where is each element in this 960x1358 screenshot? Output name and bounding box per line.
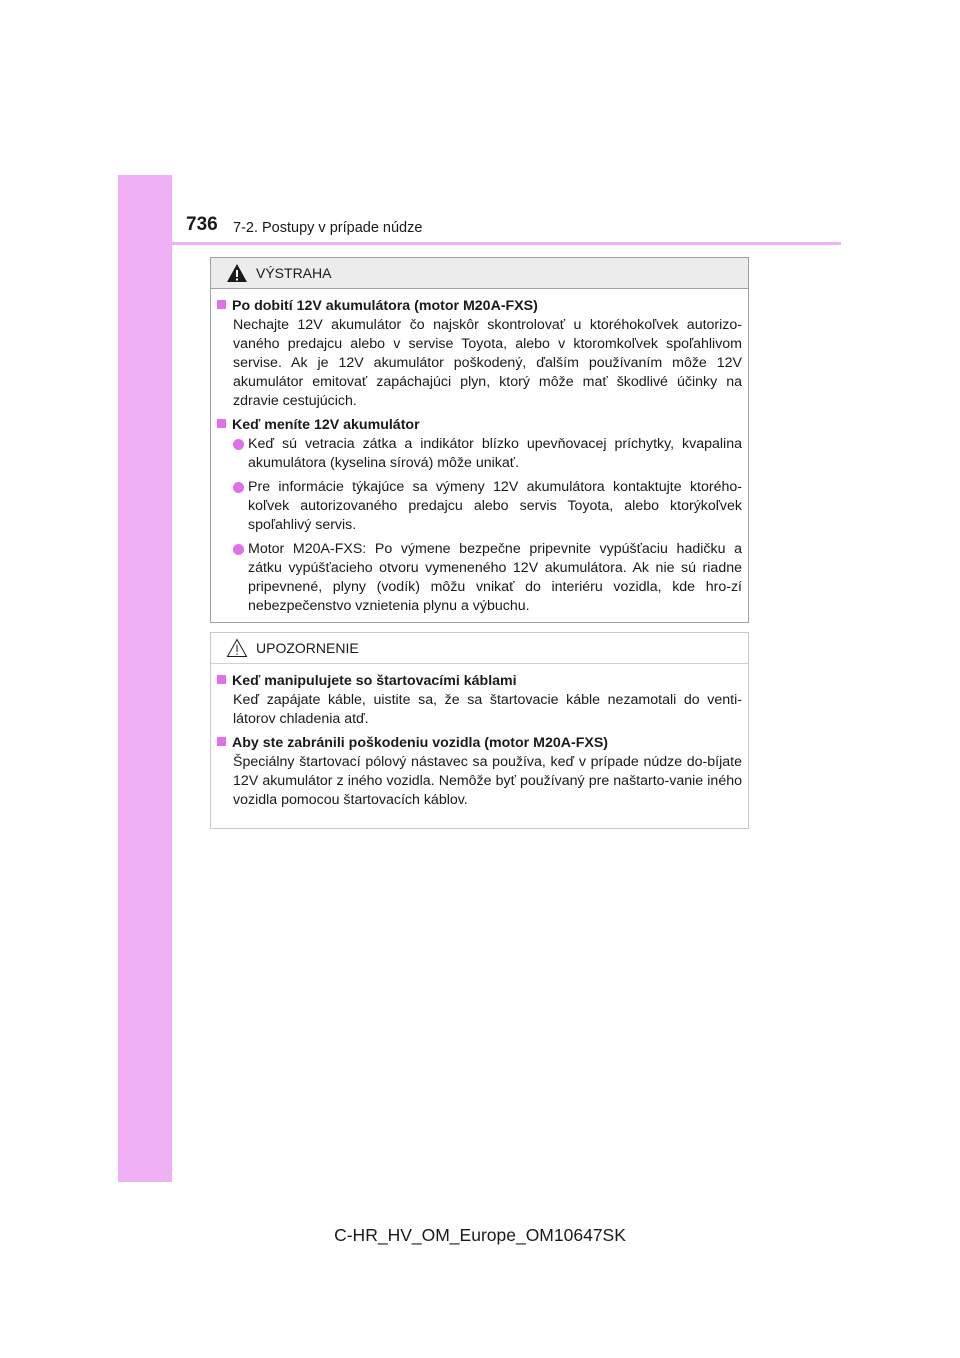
list-item: Pre informácie týkajúce sa výmeny 12V akumulátora kontaktujte ktorého-koľvek autorizovaného predajcu alebo servis Toyota, alebo ktorýkoľvek spoľahlivý servis.	[233, 478, 742, 535]
document-id-footer: C-HR_HV_OM_Europe_OM10647SK	[334, 1225, 626, 1245]
warning-item-title: Keď meníte 12V akumulátor	[217, 416, 742, 435]
list-item: Motor M20A-FXS: Po výmene bezpečne pripevnite vypúšťaciu hadičku a zátku vypúšťacieho otvoru vymeneného 12V akumulátora. Ak nie sú riadne pripevnené, plyny (vodík) môžu vnikať do interiéru vozidla, kde hro-zí nebezpečenstvo vznietenia plynu a výbuchu.	[233, 540, 742, 616]
notice-item-title: Aby ste zabránili poškodeniu vozidla (motor M20A-FXS)	[217, 734, 742, 753]
square-bullet-icon	[217, 300, 226, 309]
page-number: 736	[186, 214, 218, 235]
notice-item-text: Špeciálny štartovací pólový nástavec sa používa, keď v prípade núdze do-bíjate 12V akumulátor z iného vozidla. Nemôže byť používaný pre naštarto-vanie iného vozidla pomocou štartovacích káblov.	[233, 754, 742, 808]
circle-bullet-icon	[233, 482, 244, 493]
notice-item-title: Keď manipulujete so štartovacími káblami	[217, 672, 742, 691]
notice-item-text: Keď zapájate káble, uistite sa, že sa štartovacie káble nezamotali do venti-látorov chladenia atď.	[233, 692, 742, 727]
warning-label: VÝSTRAHA	[256, 265, 332, 281]
warning-item-text: Nechajte 12V akumulátor čo najskôr skontrolovať u ktoréhokoľvek autorizo-vaného predajcu alebo v servise Toyota, alebo v ktoromkoľvek spoľahlivom servise. Ak je 12V akumulátor poškodený, ďalším používaním môže 12V akumulátor emitovať zapáchajúci plyn, ktorý môže mať škodlivé účinky na zdravie cestujúcich.	[233, 317, 742, 409]
square-bullet-icon	[217, 675, 226, 684]
notice-box	[210, 632, 749, 829]
warning-box	[210, 257, 749, 623]
list-item: Keď sú vetracia zátka a indikátor blízko upevňovacej príchytky, kvapalina akumulátora (kyselina sírová) môže unikať.	[233, 435, 742, 473]
warning-header	[211, 258, 748, 289]
circle-bullet-icon	[233, 544, 244, 555]
square-bullet-icon	[217, 419, 226, 428]
circle-bullet-icon	[233, 439, 244, 450]
section-title: 7-2. Postupy v prípade núdze	[233, 220, 423, 236]
notice-header	[211, 633, 748, 664]
square-bullet-icon	[217, 737, 226, 746]
notice-body	[211, 664, 748, 810]
notice-label: UPOZORNENIE	[256, 640, 359, 656]
side-tab-bar	[118, 175, 172, 1182]
header-divider	[172, 242, 841, 245]
warning-item-title: Po dobití 12V akumulátora (motor M20A-FXS)	[217, 297, 742, 316]
caution-triangle-icon	[226, 638, 248, 658]
warning-body	[211, 289, 748, 616]
warning-triangle-icon	[226, 263, 248, 283]
